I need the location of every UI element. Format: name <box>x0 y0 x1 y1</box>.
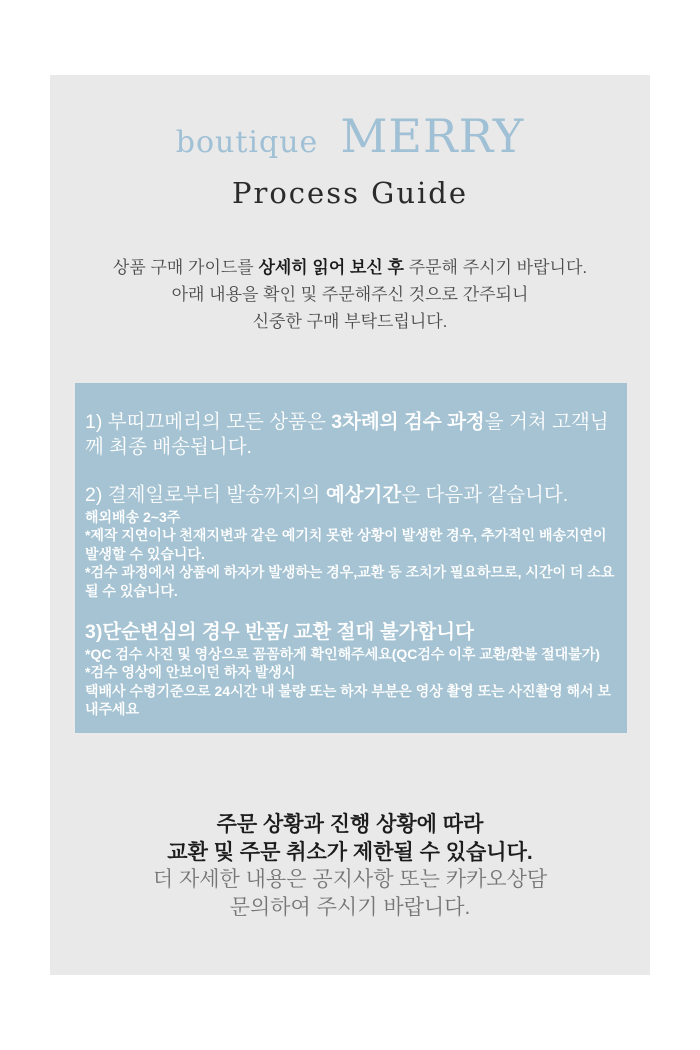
notice-item-3-heading <box>85 620 615 645</box>
notice-item-2-pre: 2) 결제일로부터 발송까지의 <box>85 484 326 506</box>
brand-header <box>50 109 650 163</box>
notice-item-2-note-3: *검수 과정에서 상품에 하자가 발생하는 경우,교환 등 조치가 필요하므로, 시간이 더 소요될 수 있습니다. <box>85 564 615 599</box>
notice-item-1-post: 을 거쳐 고객님께 최종 배송됩니다. <box>85 411 609 458</box>
footer-bold-line-1: 주문 상황과 진행 상황에 따라 <box>216 813 484 836</box>
notice-item-1 <box>85 410 615 460</box>
notice-item-3-note-1: *QC 검수 사진 및 영상으로 꼼꼼하게 확인해주세요(QC검수 이후 교환/환불 절대불가) <box>85 646 600 663</box>
intro-line-1 <box>50 254 650 281</box>
brand-name: MERRY <box>340 109 525 163</box>
notice-item-3 <box>85 620 615 719</box>
intro-line-2: 아래 내용을 확인 및 주문해주신 것으로 간주되니 <box>171 285 529 304</box>
notice-item-1-pre: 1) 부띠끄메리의 모든 상품은 <box>85 411 332 433</box>
intro-line-1-bold: 상세히 읽어 보신 후 <box>258 258 404 277</box>
brand-prefix: boutique <box>175 125 319 160</box>
notice-item-1-bold: 3차례의 검수 과정 <box>331 411 485 433</box>
intro-line-1-pre: 상품 구매 가이드를 <box>112 258 259 277</box>
notice-item-2-note-1: 해외배송 2~3주 <box>85 509 181 525</box>
notice-item-3-note-3: 택배사 수령기준으로 24시간 내 불량 또는 하자 부분은 영상 촬영 또는 사진촬영 해서 보내주세요 <box>85 682 611 718</box>
footer-line-4: 문의하여 주시기 바랍니다. <box>229 895 471 919</box>
notice-box <box>75 383 627 733</box>
intro-line-3: 신중한 구매 부탁드립니다. <box>252 312 448 331</box>
notice-item-2-heading <box>85 483 615 508</box>
footer-line-3: 더 자세한 내용은 공지사항 또는 카카오상담 <box>152 868 548 891</box>
notice-item-3-note-2: *검수 영상에 안보이던 하자 발생시 <box>85 664 296 681</box>
notice-item-3-notes <box>85 645 615 719</box>
notice-item-2-post: 은 다음과 같습니다. <box>401 484 569 506</box>
notice-item-1-heading <box>85 410 615 460</box>
page-title: Process Guide <box>231 176 469 210</box>
intro-paragraph <box>50 254 650 335</box>
notice-item-3-bold: 3)단순변심의 경우 반품/ 교환 절대 불가합니다 <box>85 621 474 644</box>
footer-bold-line-2: 교환 및 주문 취소가 제한될 수 있습니다. <box>167 840 533 864</box>
guide-card <box>50 75 650 975</box>
notice-item-2-note-2: *제작 지연이나 천재지변과 같은 예기치 못한 상황이 발생한 경우, 추가적인 배송지연이 발생할 수 있습니다. <box>85 527 607 562</box>
notice-item-2-bold: 예상기간 <box>325 484 402 506</box>
footer-paragraph <box>50 811 650 921</box>
notice-item-2-notes <box>85 508 615 600</box>
intro-line-1-post: 주문해 주시기 바랍니다. <box>403 258 588 277</box>
notice-item-2 <box>85 483 615 600</box>
